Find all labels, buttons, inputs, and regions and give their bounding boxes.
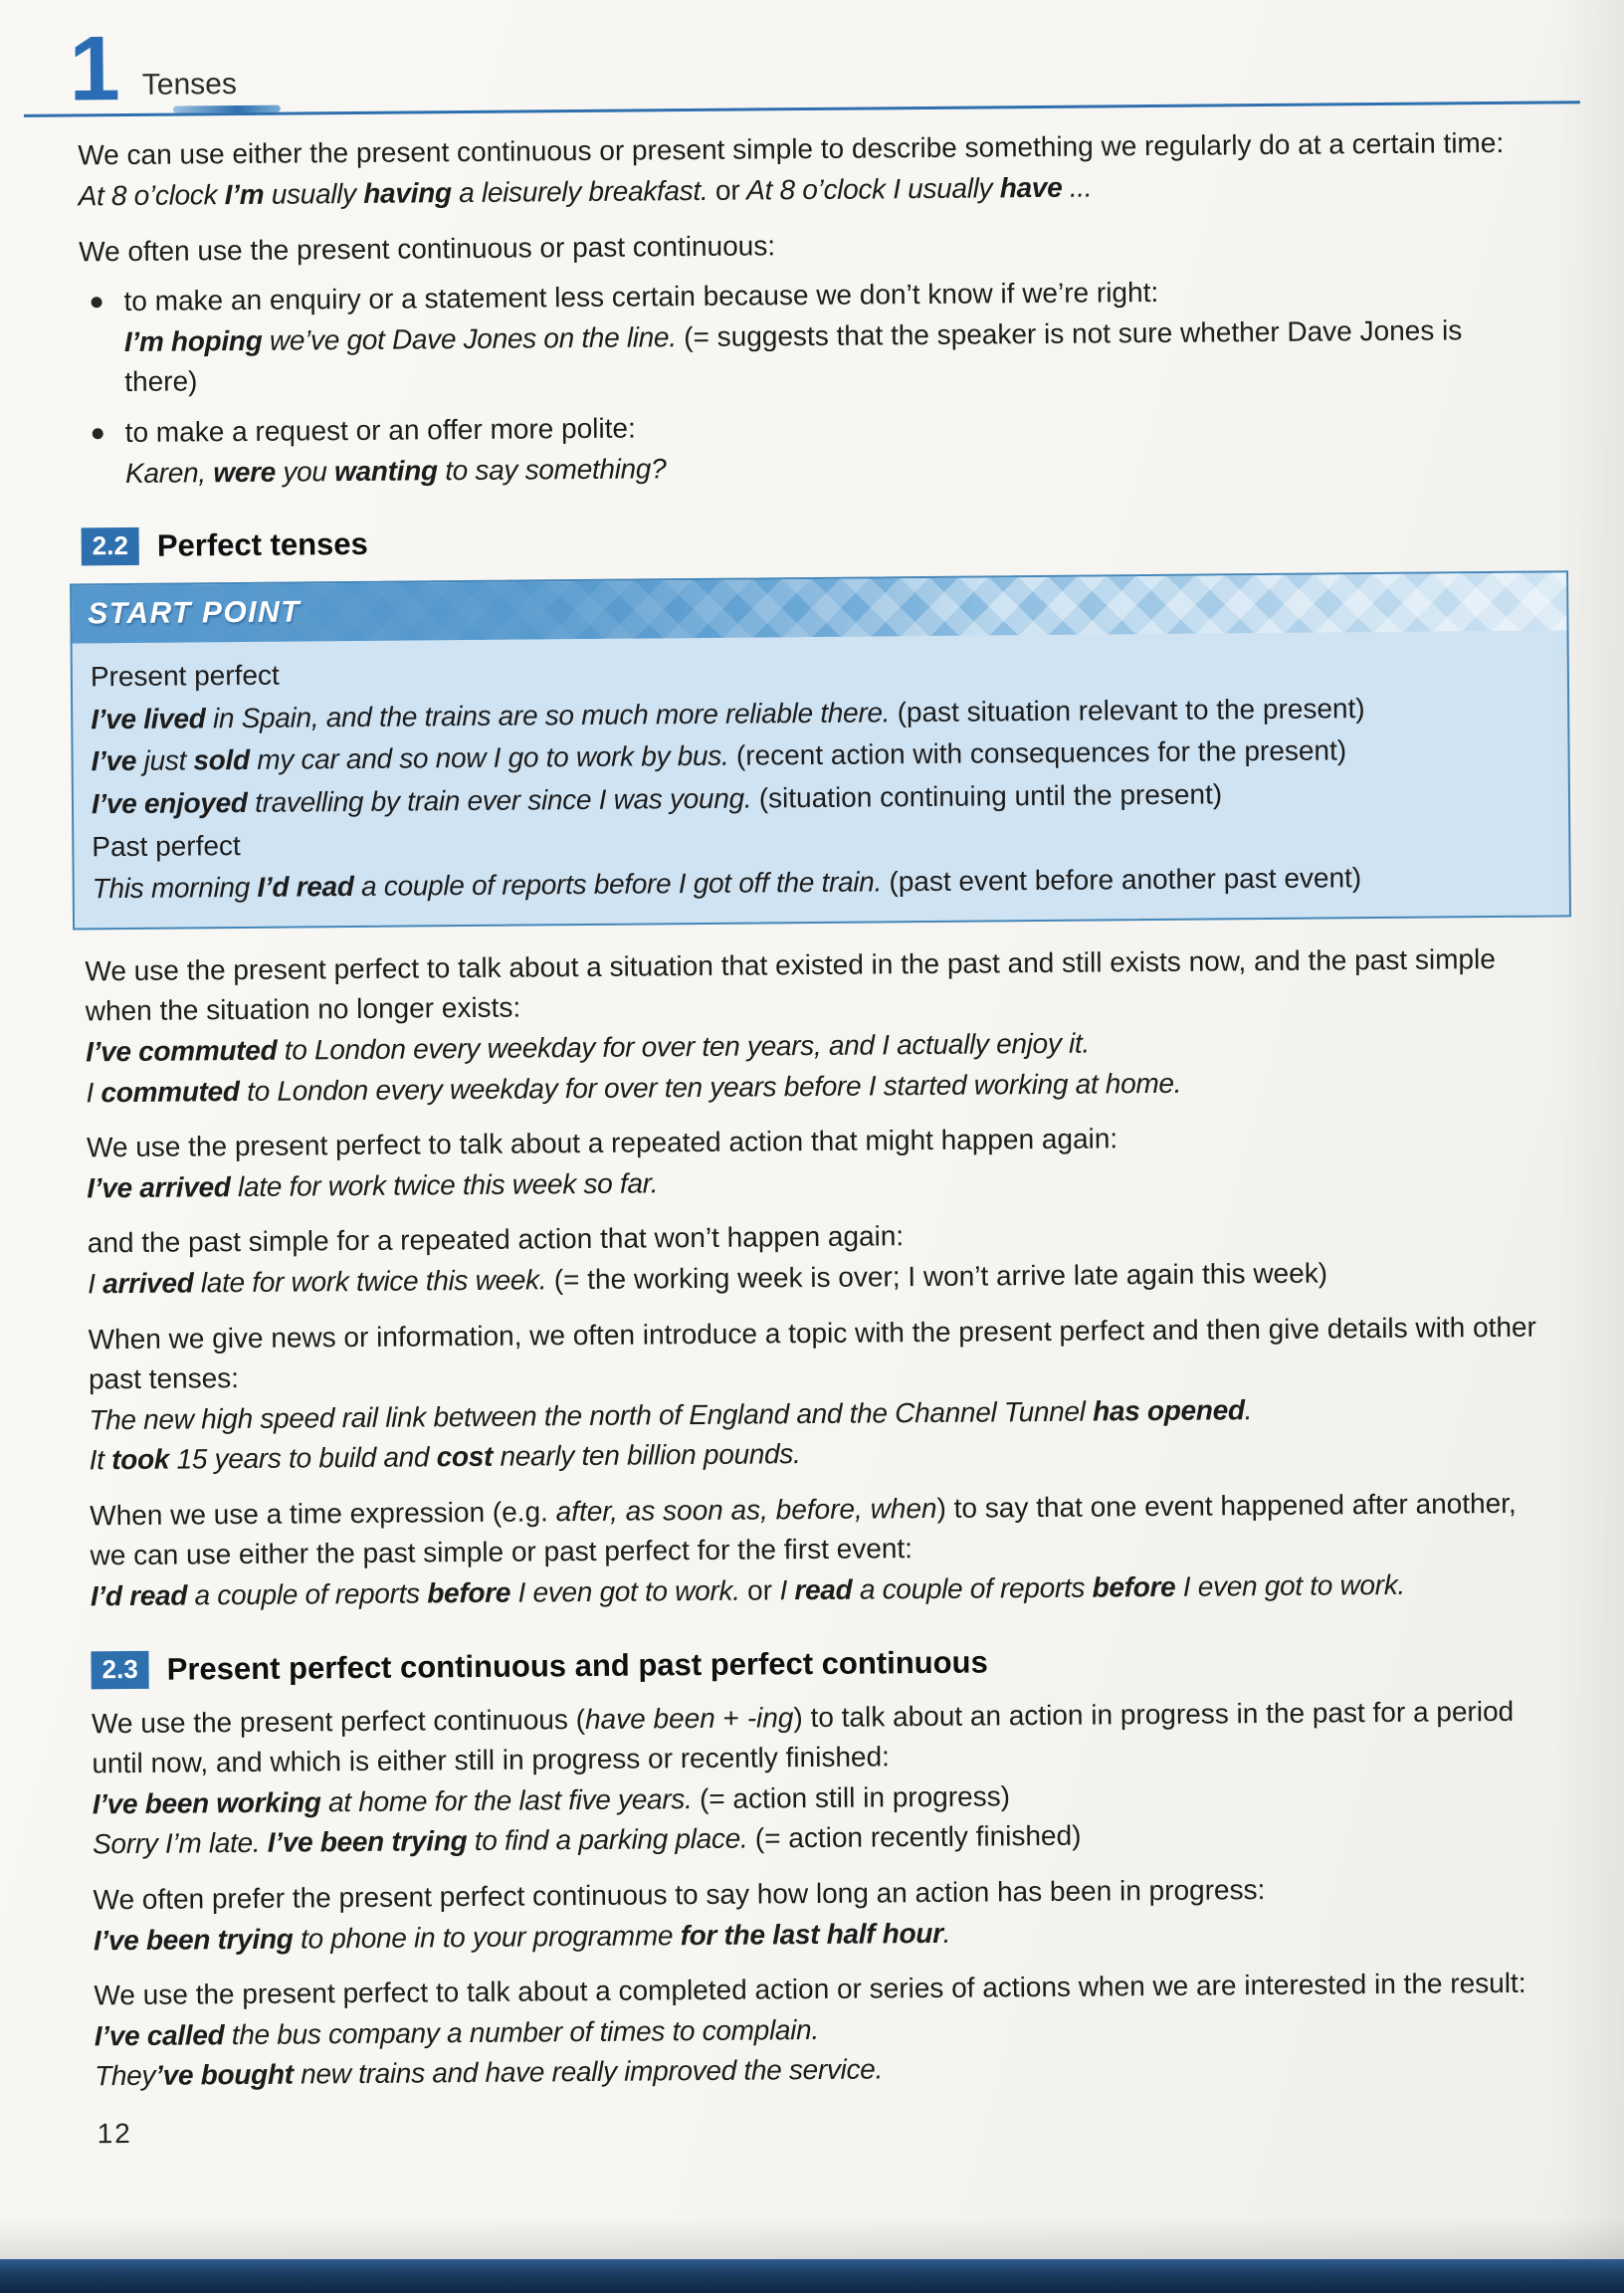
example-line: I’ve commuted to London every weekday for over ten years, and I actually enjoy it.	[86, 1027, 1091, 1068]
example-line: I’d read a couple of reports before I even got to work. or I read a couple of reports before I even got to work.	[90, 1568, 1406, 1612]
paragraph: and the past simple for a repeated action that won’t happen again:	[87, 1220, 905, 1259]
page-header	[69, 18, 1536, 120]
content-blocks	[78, 123, 1553, 2097]
bullet-icon	[93, 428, 103, 439]
start-point-label: Present perfect	[90, 659, 280, 693]
example-line: Sorry I’m late. I’ve been trying to find a parking place. (= action recently finished)	[92, 1820, 1082, 1860]
section-title: Present perfect continuous and past perfect continuous	[166, 1644, 988, 1687]
paragraph: We often use the present continuous or past continuous:	[78, 229, 776, 268]
paragraph: We often prefer the present perfect continuous to say how long an action has been in progress:	[93, 1874, 1266, 1916]
example-line: The new high speed rail link between the north of England and the Channel Tunnel has opened.	[89, 1393, 1253, 1436]
paragraph: When we give news or information, we often introduce a topic with the present perfect and then give details with other past tenses:	[88, 1311, 1536, 1395]
chapter-title: Tenses	[141, 68, 238, 103]
bullet-item	[79, 270, 1538, 404]
example-line: I’ve been trying to phone in to your programme for the last half hour.	[93, 1917, 951, 1956]
start-point-label: Past perfect	[92, 829, 241, 862]
page-number: 12	[97, 2118, 132, 2150]
example-line: I’ve just sold my car and so now I go to work by bus. (recent action with consequences for the present)	[91, 734, 1347, 777]
section-heading	[82, 516, 1540, 566]
section-title: Perfect tenses	[156, 526, 368, 563]
example-line: Karen, were you wanting to say something?	[124, 452, 667, 489]
page-edge-band	[0, 2259, 1624, 2293]
bullet-item	[81, 401, 1540, 495]
example-line: I’ve lived in Spain, and the trains are so much more reliable there. (past situation relevant to the present)	[91, 692, 1365, 735]
bullet-icon	[92, 297, 102, 308]
example-line: I’ve called the bus company a number of times to complain.	[94, 2013, 819, 2052]
chapter-number: 1	[69, 18, 121, 120]
paragraph: We use the present perfect to talk about a completed action or series of actions when we are interested in the result:	[94, 1967, 1526, 2011]
example-line: I’ve been working at home for the last five years. (= action still in progress)	[92, 1780, 1011, 1820]
example-line: I’m hoping we’ve got Dave Jones on the line. (= suggests that the speaker is not sure whether Dave Jones is there)	[123, 314, 1463, 398]
start-point-box	[70, 571, 1571, 931]
section-number: 2.2	[82, 527, 139, 566]
example-line: I’ve arrived late for work twice this week so far.	[87, 1167, 659, 1204]
bullet-body	[123, 270, 1538, 403]
paragraph: When we use a time expression (e.g. after, as soon as, before, when) to say that one event happened after another, we can use either the past simple or past perfect for the first event:	[90, 1487, 1517, 1571]
start-point-body	[73, 631, 1569, 929]
example-line: They’ve bought new trains and have really improved the service.	[94, 2053, 884, 2092]
example-line: I’ve enjoyed travelling by train ever since I was young. (situation continuing until the present)	[91, 778, 1223, 820]
paragraph: We use the present perfect continuous (have been + -ing) to talk about an action in progress in the past for a period until now, and which is either still in progress or recently finished:	[91, 1695, 1515, 1779]
example-line: I commuted to London every weekday for over ten years before I started working at home.	[86, 1067, 1182, 1108]
example-line: It took 15 years to build and cost nearly ten billion pounds.	[89, 1438, 801, 1476]
section-heading	[91, 1638, 1549, 1689]
paragraph: We use the present perfect to talk about a situation that existed in the past and still exists now, and the past simple when the situation no longer exists:	[85, 942, 1496, 1027]
example-line: At 8 o’clock I’m usually having a leisurely breakfast. or At 8 o’clock I usually have ...	[78, 171, 1093, 212]
bullet-text: to make an enquiry or a statement less certain because we don’t know if we’re right:	[123, 277, 1159, 317]
paragraph: We use the present perfect to talk about a repeated action that might happen again:	[86, 1123, 1118, 1163]
bullet-text: to make a request or an offer more polite:	[124, 412, 636, 449]
example-line: This morning I’d read a couple of reports before I got off the train. (past event before another past event)	[92, 862, 1362, 905]
section-number: 2.3	[91, 1650, 148, 1689]
bullet-body	[125, 401, 1540, 495]
example-line: I arrived late for work twice this week. (= the working week is over; I won’t arrive late again this week)	[88, 1257, 1328, 1300]
paragraph: We can use either the present continuous or present simple to describe something we regularly do at a certain time:	[78, 127, 1505, 171]
start-point-title: START POINT	[88, 595, 302, 631]
